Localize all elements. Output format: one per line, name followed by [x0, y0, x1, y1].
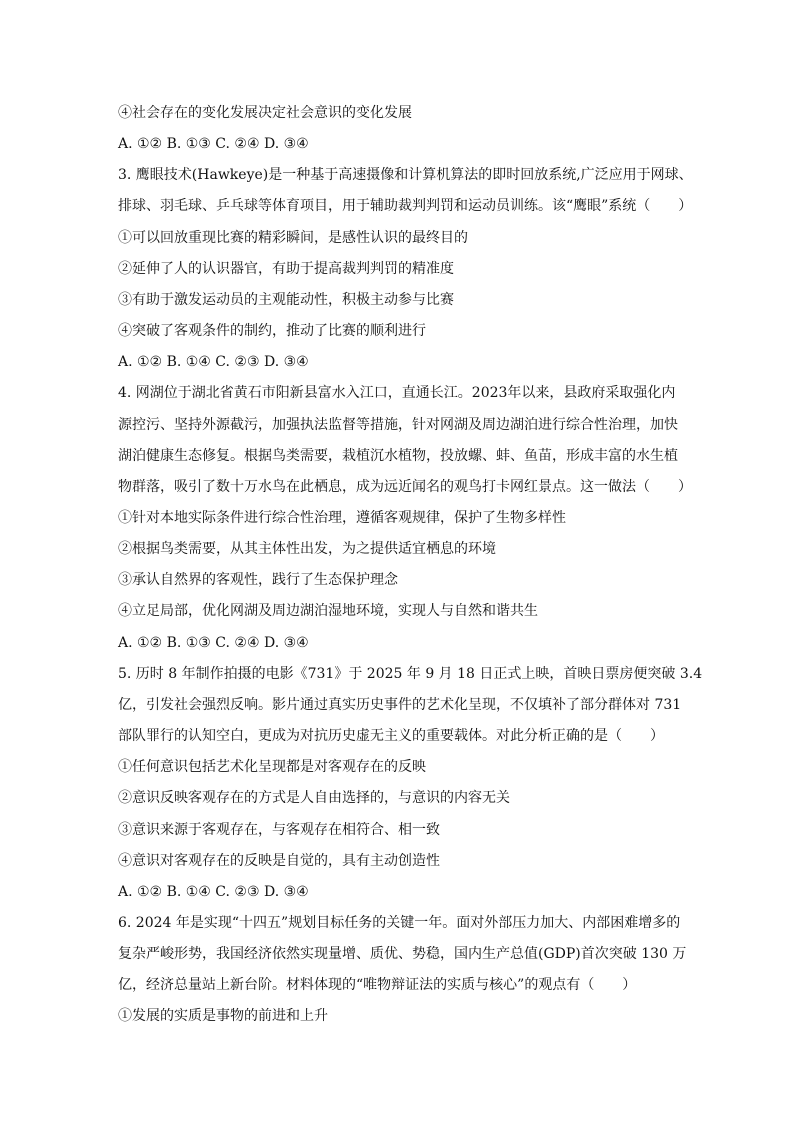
- question-5-stem: 5. 历时 8 年制作拍摄的电影《731》于 2025 年 9 月 18 日正式上映，首映日票房便突破 3.4: [118, 666, 703, 682]
- question-4-stem: 湖泊健康生态修复。根据鸟类需要，栽植沉水植物，投放螺、蚌、鱼苗，形成丰富的水生植: [118, 448, 678, 464]
- question-4-stem: 4. 网湖位于湖北省黄石市阳新县富水入江口，直通长江。2023年以来，县政府采取强化内: [118, 385, 676, 401]
- option-line: ①针对本地实际条件进行综合性治理，遵循客观规律，保护了生物多样性: [118, 510, 566, 526]
- option-line: ①发展的实质是事物的前进和上升: [118, 1008, 328, 1024]
- option-line: ②意识反映客观存在的方式是人自由选择的，与意识的内容无关: [118, 790, 510, 806]
- question-3-stem: 排球、羽毛球、乒乓球等体育项目，用于辅助裁判判罚和运动员训练。该“鹰眼”系统（ ）: [118, 198, 693, 214]
- option-line: ④社会存在的变化发展决定社会意识的变化发展: [118, 105, 412, 121]
- question-6-stem: 复杂严峻形势，我国经济依然实现量增、质优、势稳，国内生产总值(GDP)首次突破 130 万: [118, 946, 687, 962]
- question-5-stem: 亿，引发社会强烈反响。影片通过真实历史事件的艺术化呈现，不仅填补了部分群体对 731: [118, 697, 682, 713]
- question-6-stem: 亿，经济总量站上新台阶。材料体现的“唯物辩证法的实质与核心”的观点有（ ）: [118, 977, 637, 993]
- option-line: ③意识来源于客观存在，与客观存在相符合、相一致: [118, 822, 440, 838]
- option-line: ①任何意识包括艺术化呈现都是对客观存在的反映: [118, 759, 426, 775]
- option-line: ②根据鸟类需要，从其主体性出发，为之提供适宜栖息的环境: [118, 541, 496, 557]
- answer-choices: A. ①② B. ①③ C. ②④ D. ③④: [118, 136, 309, 152]
- question-4-stem: 物群落，吸引了数十万水鸟在此栖息，成为远近闻名的观鸟打卡网红景点。这一做法（ ）: [118, 479, 692, 495]
- question-5-stem: 部队罪行的认知空白，更成为对抗历史虚无主义的重要载体。对此分析正确的是（ ）: [118, 728, 664, 744]
- option-line: ④意识对客观存在的反映是自觉的，具有主动创造性: [118, 853, 440, 869]
- option-line: ④突破了客观条件的制约，推动了比赛的顺利进行: [118, 323, 426, 339]
- option-line: ③有助于激发运动员的主观能动性，积极主动参与比赛: [118, 292, 454, 308]
- option-line: ④立足局部，优化网湖及周边湖泊湿地环境，实现人与自然和谐共生: [118, 603, 538, 619]
- option-line: ②延伸了人的认识器官，有助于提高裁判判罚的精准度: [118, 261, 454, 277]
- question-4-stem: 源控污、坚持外源截污，加强执法监督等措施，针对网湖及周边湖泊进行综合性治理，加快: [118, 417, 678, 433]
- option-line: ①可以回放重现比赛的精彩瞬间，是感性认识的最终目的: [118, 230, 468, 246]
- option-line: ③承认自然界的客观性，践行了生态保护理念: [118, 572, 398, 588]
- question-6-stem: 6. 2024 年是实现“十四五”规划目标任务的关键一年。面对外部压力加大、内部困难增多的: [118, 915, 681, 931]
- answer-choices: A. ①② B. ①④ C. ②③ D. ③④: [118, 884, 309, 900]
- answer-choices: A. ①② B. ①③ C. ②④ D. ③④: [118, 635, 309, 651]
- question-3-stem: 3. 鹰眼技术(Hawkeye)是一种基于高速摄像和计算机算法的即时回放系统,广泛应用于网球、: [118, 167, 693, 183]
- answer-choices: A. ①② B. ①④ C. ②③ D. ③④: [118, 354, 309, 370]
